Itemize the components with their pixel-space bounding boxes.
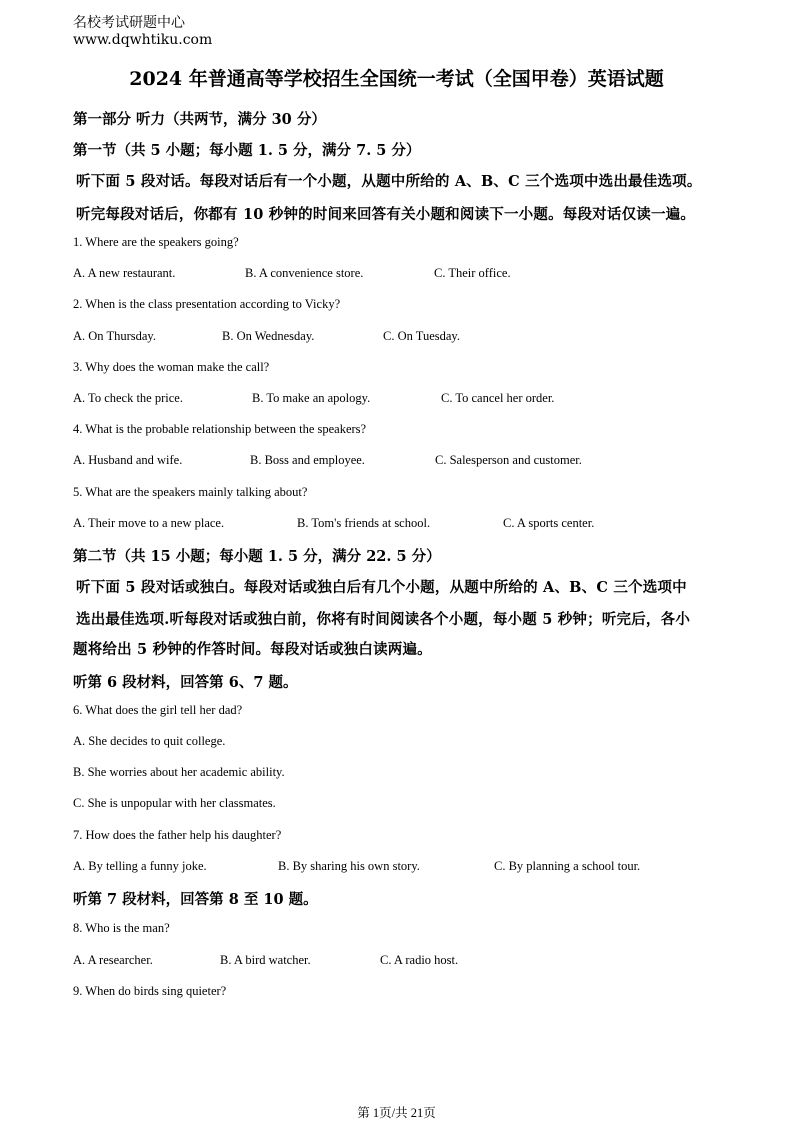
q3-option-a: A. To check the price. xyxy=(73,391,183,405)
question-6: 6. What does the girl tell her dad? xyxy=(73,703,243,717)
q6-option-b: B. She worries about her academic ability. xyxy=(73,765,285,779)
section2-instruction-3: 题将给出 5 秒钟的作答时间。每段对话或独白读两遍。 xyxy=(73,641,432,658)
q2-option-a: A. On Thursday. xyxy=(73,329,156,343)
q1-option-b: B. A convenience store. xyxy=(245,266,364,280)
q2-option-b: B. On Wednesday. xyxy=(222,329,315,343)
section2-instruction-2: 选出最佳选项.听每段对话或独白前，你将有时间阅读各个小题，每小题 5 秒钟；听完后，各小 xyxy=(76,611,691,628)
q8-option-c: C. A radio host. xyxy=(380,953,459,967)
page-title: 2024 年普通高等学校招生全国统一考试（全国甲卷）英语试题 xyxy=(129,68,664,90)
q3-option-b: B. To make an apology. xyxy=(252,391,371,405)
q7-option-b: B. By sharing his own story. xyxy=(278,859,420,873)
question-9: 9. When do birds sing quieter? xyxy=(73,984,227,998)
q2-option-c: C. On Tuesday. xyxy=(383,329,460,343)
q6-option-c: C. She is unpopular with her classmates. xyxy=(73,796,276,810)
material7-heading: 听第 7 段材料，回答第 8 至 10 题。 xyxy=(73,891,318,908)
question-5: 5. What are the speakers mainly talking about? xyxy=(73,485,308,499)
q7-option-c: C. By planning a school tour. xyxy=(494,859,641,873)
q4-option-a: A. Husband and wife. xyxy=(73,453,183,467)
q8-option-b: B. A bird watcher. xyxy=(220,953,311,967)
q1-option-c: C. Their office. xyxy=(434,266,511,280)
q7-option-a: A. By telling a funny joke. xyxy=(73,859,207,873)
section2-heading: 第二节（共 15 小题；每小题 1. 5 分，满分 22. 5 分） xyxy=(73,548,441,565)
question-7: 7. How does the father help his daughter? xyxy=(73,828,282,842)
q5-option-b: B. Tom's friends at school. xyxy=(297,516,431,530)
section1-instruction-2: 听完每段对话后，你都有 10 秒钟的时间来回答有关小题和阅读下一小题。每段对话仅读一遍。 xyxy=(76,206,696,223)
header-website: www.dqwhtiku.com xyxy=(73,32,213,48)
q8-option-a: A. A researcher. xyxy=(73,953,153,967)
question-8: 8. Who is the man? xyxy=(73,921,170,935)
section1-instruction-1: 听下面 5 段对话。每段对话后有一个小题，从题中所给的 A、B、C 三个选项中选出最佳选项。 xyxy=(76,173,702,190)
q3-option-c: C. To cancel her order. xyxy=(441,391,555,405)
header-source: 名校考试研题中心 xyxy=(73,15,185,31)
part1-heading: 第一部分 听力（共两节，满分 30 分） xyxy=(73,111,326,128)
q1-option-a: A. A new restaurant. xyxy=(73,266,176,280)
question-4: 4. What is the probable relationship between the speakers? xyxy=(73,422,367,436)
question-3: 3. Why does the woman make the call? xyxy=(73,360,270,374)
section1-heading: 第一节（共 5 小题；每小题 1. 5 分，满分 7. 5 分） xyxy=(73,142,421,159)
q4-option-b: B. Boss and employee. xyxy=(250,453,365,467)
q5-option-c: C. A sports center. xyxy=(503,516,595,530)
question-1: 1. Where are the speakers going? xyxy=(73,235,239,249)
section2-instruction-1: 听下面 5 段对话或独白。每段对话或独白后有几个小题，从题中所给的 A、B、C 三个选项中 xyxy=(76,579,687,596)
page-number: 第 1页/共 21页 xyxy=(357,1106,436,1120)
material6-heading: 听第 6 段材料，回答第 6、7 题。 xyxy=(73,674,298,691)
q6-option-a: A. She decides to quit college. xyxy=(73,734,226,748)
q5-option-a: A. Their move to a new place. xyxy=(73,516,225,530)
q4-option-c: C. Salesperson and customer. xyxy=(435,453,582,467)
question-2: 2. When is the class presentation according to Vicky? xyxy=(73,297,341,311)
